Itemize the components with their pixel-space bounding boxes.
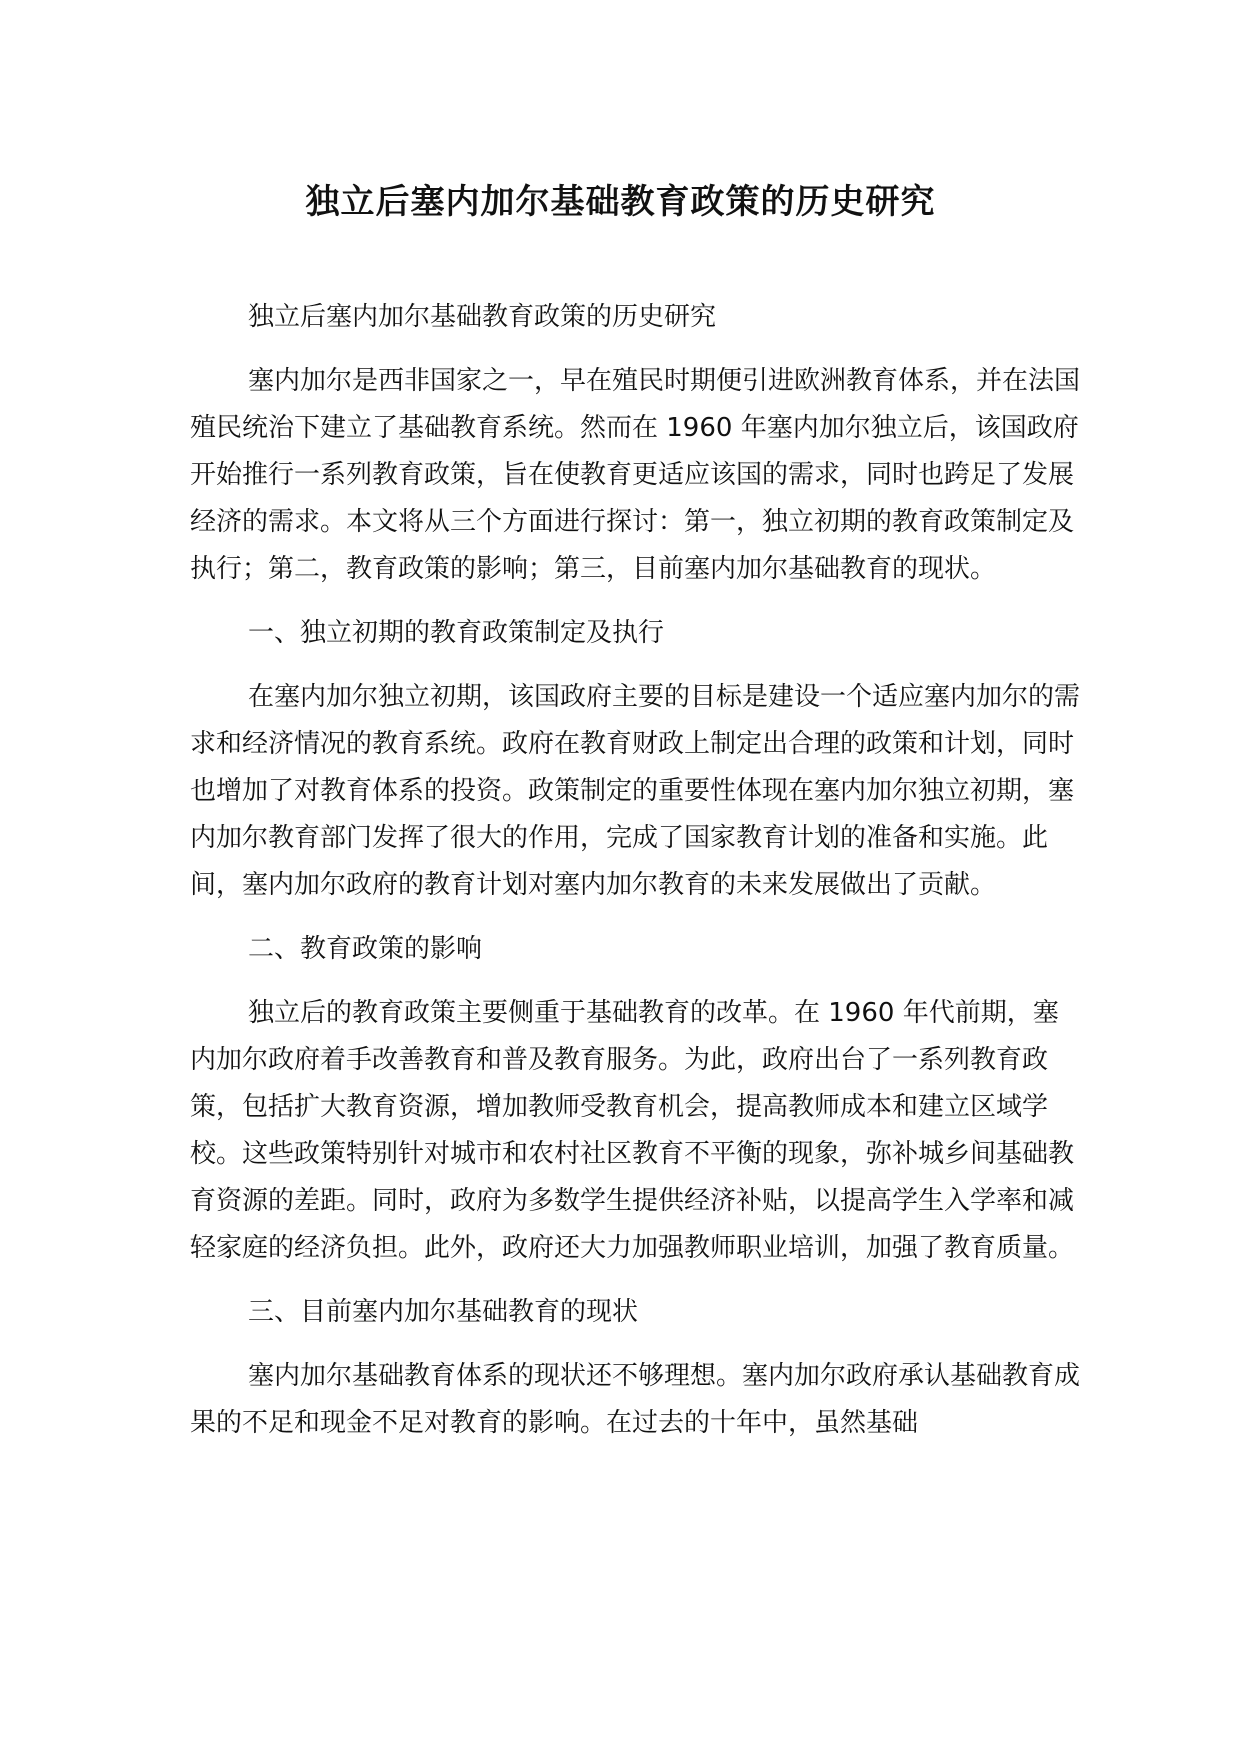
section-heading-2: 二、教育政策的影响 [248, 934, 483, 964]
section-paragraph-2: 独立后的教育政策主要侧重于基础教育的改革。在 1960 年代前期，塞内加尔政府着手改善教育和普及教育服务。为此，政府出台了一系列教育政策，包括扩大教育资源，增加教师受教育机会，提高教师成本和建立区域学校。这些政策特别针对城市和农村社区教育不平衡的现象，弥补城乡间基础教育资源的差距。同时，政府为多数学生提供经济补贴，以提高学生入学率和减轻家庭的经济负担。此外，政府还大力加强教师职业培训，加强了教育质量。 [190, 998, 1075, 1263]
section-heading-1: 一、独立初期的教育政策制定及执行 [248, 618, 665, 648]
section-paragraph-1: 在塞内加尔独立初期，该国政府主要的目标是建设一个适应塞内加尔的需求和经济情况的教育系统。政府在教育财政上制定出合理的政策和计划，同时也增加了对教育体系的投资。政策制定的重要性体现在塞内加尔独立初期，塞内加尔教育部门发挥了很大的作用，完成了国家教育计划的准备和实施。此间，塞内加尔政府的教育计划对塞内加尔教育的未来发展做出了贡献。 [190, 682, 1081, 900]
document-body [190, 294, 1080, 1464]
intro-paragraph: 塞内加尔是西非国家之一，早在殖民时期便引进欧洲教育体系，并在法国殖民统治下建立了基础教育系统。然而在 1960 年塞内加尔独立后，该国政府开始推行一系列教育政策，旨在使教育更适应该国的需求，同时也跨足了发展经济的需求。本文将从三个方面进行探讨：第一，独立初期的教育政策制定及执行；第二，教育政策的影响；第三，目前塞内加尔基础教育的现状。 [190, 366, 1081, 584]
document-subtitle: 独立后塞内加尔基础教育政策的历史研究 [248, 302, 717, 332]
document-title: 独立后塞内加尔基础教育政策的历史研究 [305, 182, 936, 222]
section-paragraph-3: 塞内加尔基础教育体系的现状还不够理想。塞内加尔政府承认基础教育成果的不足和现金不足对教育的影响。在过去的十年中，虽然基础 [190, 1361, 1081, 1438]
section-heading-3: 三、目前塞内加尔基础教育的现状 [248, 1297, 639, 1327]
